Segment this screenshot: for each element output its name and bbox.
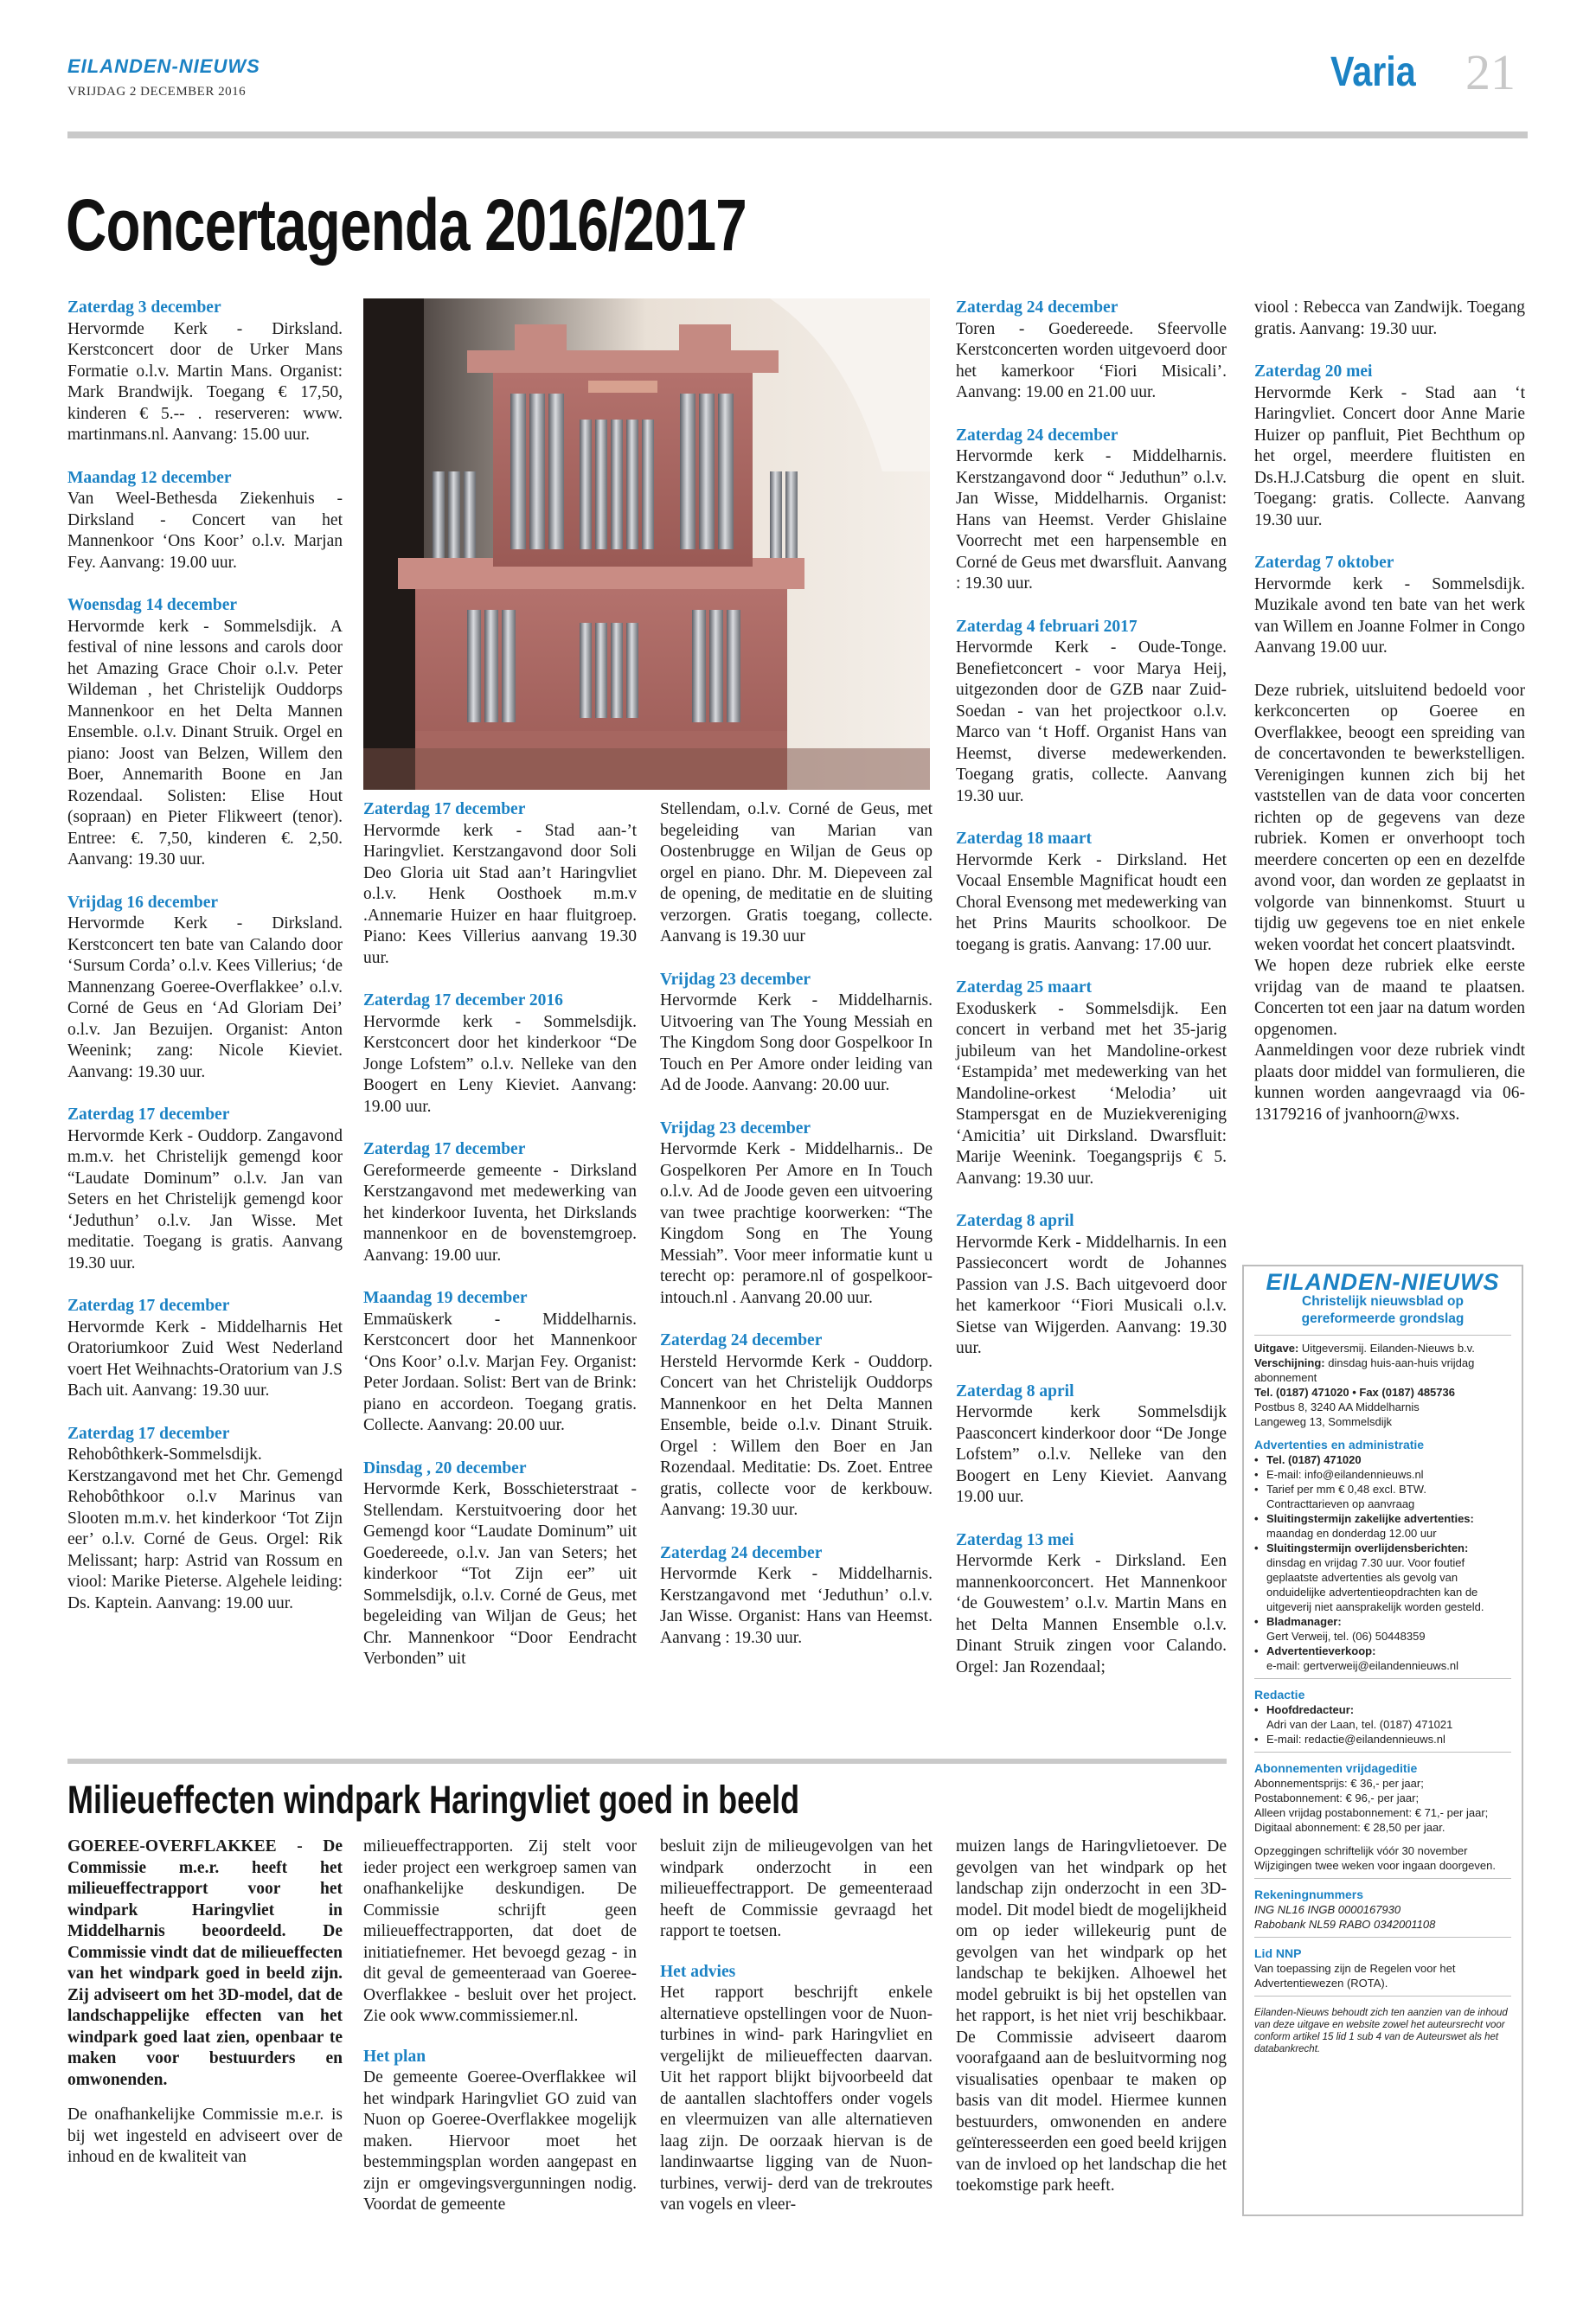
- agenda-entry-text: Exoduskerk - Sommelsdijk. Een concert in verband met het 35-jarig jubileum van het Mandoline-orkest ‘Estampida’ met medewerking van het Mandoline-orkest ‘Melodia’ uit Stampersgat en de Muziekvereniging ‘Amicitia’ uit Dirksland. Dwarsfluit: Marije Weenink. Toegangsprijs € 5. Aanvang: 19.30 uur.: [956, 999, 1227, 1188]
- agenda-entry: [956, 829, 1227, 956]
- tel-fax-line: Tel. (0187) 471020 • Fax (0187) 485736: [1254, 1386, 1455, 1399]
- agenda-entry: [363, 1288, 637, 1437]
- adv-email: • E-mail: info@eilandennieuws.nl: [1254, 1467, 1511, 1482]
- colophon-divider: [1254, 1678, 1511, 1679]
- agenda-entry: [956, 977, 1227, 1189]
- rekening-rabobank: Rabobank NL59 RABO 0342001108: [1254, 1918, 1436, 1931]
- abo-line-3: Alleen vrijdag postabonnement: € 71,- per jaar;: [1254, 1806, 1489, 1819]
- agenda-entry-date: Dinsdag , 20 december: [363, 1458, 527, 1477]
- bladmanager-label: • Bladmanager:: [1254, 1614, 1511, 1629]
- hoofdredacteur-value: Adri van der Laan, tel. (0187) 471021: [1266, 1718, 1453, 1731]
- agenda-entry: [660, 970, 933, 1097]
- agenda-entry: [67, 468, 343, 574]
- agenda-entry: [363, 990, 637, 1118]
- agenda-entry: [363, 799, 637, 969]
- rubriek-note-2: We hopen deze rubriek elke eerste vrijdag van de maand te plaatsen. Concerten tot een jaar na datum worden opgenomen.: [1254, 957, 1525, 1039]
- article-column-2: [363, 1836, 637, 2216]
- agenda-entry-text: Hervormde Kerk - Middelharnis. Uitvoering van The Young Messiah en The Kingdom Song door Gospelkoor In Touch en Per Amore onder leiding van Ad de Joode. Aanvang: 20.00 uur.: [660, 991, 933, 1094]
- sluitingstermijn-zakelijk: • Sluitingstermijn zakelijke advertenties:: [1254, 1511, 1511, 1526]
- agenda-entry-text: Van Weel-Bethesda Ziekenhuis - Dirksland - Concert van het Mannenkoor ‘Ons Koor’ o.l.v. Marjan Fey. Aanvang: 19.00 uur.: [67, 490, 343, 572]
- verschijning-label: Verschijning:: [1254, 1356, 1325, 1369]
- abo-line-1: Abonnementsprijs: € 36,- per jaar;: [1254, 1777, 1424, 1790]
- abo-line-4: Digitaal abonnement: € 28,50 per jaar.: [1254, 1821, 1445, 1834]
- agenda-entry-date: Vrijdag 16 december: [67, 893, 219, 912]
- article-paragraph-3: De gemeente Goeree-Overflakkee wil het windpark Haringvliet GO zuid van Nuon op Goeree-Overflakkee mogelijk maken. Hiervoor moet het bestemmingsplan worden aangepast en zijn er omgevingsvergunningen nodig. Voordat de gemeente: [363, 2068, 637, 2214]
- agenda-entry-date: Zaterdag 24 december: [956, 426, 1118, 445]
- page-title: Concertagenda 2016/2017: [66, 184, 747, 266]
- lid-nnp-heading: Lid NNP: [1254, 1946, 1302, 1960]
- agenda-entry-text: Hervormde kerk - Sommelsdijk. A festival of nine lessons and carols door het Amazing Grace Choir o.l.v. Peter Wildeman , het Christelijk Ouddorps Mannenkoor en het Delta Mannen Ensemble. o.l.v. Dinant Struik. Orgel en piano: Joost van Belzen, Willem den Boer, Annemarith Boone en Jan Rozendaal. Solisten: Elise Hout (sopraan) en Pieter Flikweert (tenor). Entree: €. 7,50, kinderen €. 2,50. Aanvang: 19.30 uur.: [67, 617, 343, 868]
- agenda-entry-text: Hervormde Kerk - Dirksland. Het Vocaal Ensemble Magnificat houdt een Choral Evensong met medewerking van het Prins Maurits schoolkoor. De toegang is gratis. Aanvang: 17.00 uur.: [956, 850, 1227, 954]
- rekening-ing: ING NL16 INGB 0000167930: [1254, 1903, 1401, 1916]
- agenda-entry-date: Maandag 12 december: [67, 468, 232, 487]
- agenda-entry: [67, 893, 343, 1084]
- rubriek-note: Deze rubriek, uitsluitend bedoeld voor kerkconcerten op Goeree en Overflakkee, beoogt een spreiding van de concertavonden te bewerkstelligen. Verenigingen kunnen zich bij het vaststellen van de data voor concerten richten op de gegevens van deze rubriek. Komen er onverhoopt toch meerdere concerten op een en dezelfde avond voor, dan worden ze geplaatst in volgorde van binnenkomst. Stuurt u tijdig uw gegevens toe en niet enkele weken voordat het concert plaatsvindt.: [1254, 681, 1525, 954]
- masthead-logo: EILANDEN-NIEUWS: [67, 55, 260, 77]
- agenda-entry: [660, 1543, 933, 1650]
- agenda-entry-text: Hervormde kerk - Middelharnis. Kerstzangavond door “ Jeduthun” o.l.v. Jan Wisse, Middelharnis. Organist: Hans van Heemst. Verder Ghislaine Voorrecht met een harpensemble en Corné de Geus met dwarsfluit. Aanvang : 19.30 uur.: [956, 447, 1227, 593]
- abo-line-5: Opzeggingen schriftelijk vóór 30 november Wijzigingen twee weken voor ingaan doorgeven.: [1254, 1844, 1496, 1872]
- agenda-column-5-entries: [1254, 298, 1525, 659]
- agenda-entry-text: Emmaüskerk - Middelharnis. Kerstconcert door het Mannenkoor ‘Ons Koor’ o.l.v. Marjan Fey. Organist: Peter Jordaan. Solist: Bert van de Brink: piano en accordeon. Toegang gratis. Collecte. Aanvang: 20.00 uur.: [363, 1310, 637, 1434]
- rekeningnummers-heading: Rekeningnummers: [1254, 1888, 1364, 1901]
- agenda-entry-date: Zaterdag 17 december 2016: [363, 991, 563, 1009]
- sluitingstermijn-overlijden-value: dinsdag en vrijdag 7.30 uur. Voor foutief geplaatste advertenties als gevolg van onduidelijke advertentieopdrachten kan de uitgeverij niet aansprakelijk worden gesteld.: [1266, 1556, 1484, 1613]
- agenda-column-2: [363, 799, 637, 1692]
- agenda-entry-date: Zaterdag 4 februari 2017: [956, 617, 1138, 636]
- redactie-list: [1254, 1702, 1511, 1747]
- agenda-entry-text: Hervormde kerk - Sommelsdijk. Kerstconcert door het kinderkoor “De Jonge Lofstem” o.l.v. Nelleke van den Boogert en Leny Kieviet. Aanvang: 19.00 uur.: [363, 1012, 637, 1116]
- colophon-divider: [1254, 1335, 1511, 1336]
- agenda-entry-date: Zaterdag 25 maart: [956, 978, 1093, 997]
- agenda-column-5: [1254, 298, 1525, 1125]
- article-lead: GOEREE-OVERFLAKKEE - De Commissie m.e.r. heeft het milieueffectrapport voor het windpark Haringvliet in Middelharnis beoordeeld. De Commissie vindt dat de milieueffecten van het windpark goed in beeld zijn. Zij adviseert om het 3D-model, dat de landschappelijke effecten van het windpark goed laat zien, openbaar te maken voor bestuurders en omwonenden.: [67, 1837, 343, 2089]
- agenda-column-4: [956, 298, 1227, 1700]
- lid-nnp-text: Van toepassing zijn de Regelen voor het Advertentiewezen (ROTA).: [1254, 1962, 1456, 1990]
- agenda-entry: [67, 298, 343, 446]
- abo-line-2: Postabonnement: € 96,- per jaar;: [1254, 1791, 1420, 1804]
- agenda-entry-date: Zaterdag 8 april: [956, 1212, 1074, 1230]
- article-column-3: [660, 1836, 933, 2216]
- colophon-divider: [1254, 1996, 1511, 1997]
- agenda-entry-text: Hersteld Hervormde Kerk - Ouddorp. Concert van het Christelijk Ouddorps Mannenkoor en het Delta Mannen Ensemble, beide o.l.v. Dinant Struik. Orgel : Willem den Boer en Jan Rozendaal. Meditatie: Ds. Zoet. Entree gratis, collecte voor de kerkbouw. Aanvang: 19.30 uur.: [660, 1352, 933, 1519]
- agenda-entry-date: Zaterdag 3 december: [67, 298, 221, 317]
- agenda-entry-date: Zaterdag 20 mei: [1254, 362, 1373, 381]
- article-paragraph-4: besluit zijn de milieugevolgen van het windpark onderzocht in een milieueffectrapport. De gemeenteraad heeft de Commissie gevraagd het rapport te toetsen.: [660, 1837, 933, 1940]
- agenda-entry-date: Zaterdag 17 december: [67, 1297, 230, 1315]
- agenda-entry: [956, 426, 1227, 595]
- agenda-entry-text: Hervormde Kerk - Middelharnis Het Oratoriumkoor Zuid West Nederland voert Het Weihnachts-Oratorium van J.S Bach uit. Aanvang: 19.30 uur.: [67, 1317, 343, 1400]
- agenda-entry-date: Zaterdag 17 december: [363, 1140, 526, 1158]
- agenda-entry-text: Hervormde Kerk - Dirksland. Kerstconcert ten bate van Calando door ‘Sursum Corda’ o.l.v. Kees Villerius; ‘de Mannenzang Goeree-Overflakkee’ o.l.v. Corné de Geus en ‘Ad Gloriam Dei’ o.l.v. Jan Bezuijen. Organist: Anton Weenink; zang: Nicole Kieviet. Aanvang: 19.30 uur.: [67, 914, 343, 1081]
- colophon-divider: [1254, 1878, 1511, 1879]
- advertenties-list: [1254, 1452, 1511, 1673]
- colophon-divider: [1254, 1937, 1511, 1938]
- article-title: Milieueffecten windpark Haringvliet goed in beeld: [67, 1778, 800, 1822]
- article-column-4: [956, 1836, 1227, 2197]
- agenda-entry: [1254, 298, 1525, 340]
- postbus-line: Postbus 8, 3240 AA Middelharnis: [1254, 1400, 1420, 1413]
- agenda-entry-text: Gereformeerde gemeente - Dirksland Kerstzangavond met medewerking van het kinderkoor Iuventa, het Dirkslands mannenkoor en de bovenstemgroep. Aanvang: 19.00 uur.: [363, 1161, 637, 1265]
- article-paragraph-5: Het rapport beschrijft enkele alternatieve opstellingen voor de Nuon-turbines in wind- park Haringvliet en vergelijkt de milieueffecten daarvan. Uit het rapport blijkt bijvoorbeeld dat de aantallen slachtoffers onder vogels en vleermuizen van alle alternatieven laag zijn. De oorzaak hiervan is de landinwaartse ligging van de Nuon-turbines, verwij- derd van de trekroutes van vogels en vleer-: [660, 1984, 933, 2214]
- page-number: 21: [1465, 44, 1516, 100]
- uitgave-label: Uitgave:: [1254, 1342, 1299, 1355]
- article-subhead-plan: Het plan: [363, 2047, 426, 2066]
- agenda-entry-date: Zaterdag 7 oktober: [1254, 554, 1394, 572]
- agenda-entry: [660, 799, 933, 948]
- agenda-entry-text: Toren - Goedereede. Sfeervolle Kerstconcerten worden uitgevoerd door het kamerkoor ‘Fiori Misicali’. Aanvang: 19.00 en 21.00 uur.: [956, 319, 1227, 401]
- agenda-column-1: [67, 298, 343, 1636]
- agenda-entry: [956, 298, 1227, 404]
- verschijning-line: [1254, 1356, 1511, 1385]
- colophon-tagline: Christelijk nieuwsblad op gereformeerde grondslag: [1301, 1294, 1465, 1326]
- article-paragraph-6: muizen langs de Haringvlietoever. De gevolgen van het windpark op het landschap zijn onderzocht in een 3D-model. Dit model biedt de mogelijkheid om op ieder willekeurig punt de gevolgen van het windpark op het landschap te bekijken. Alhoewel het model gebruikt is bij het opstellen van het rapport, is het niet vrij beschikbaar. De Commissie adviseert daarom voorafgaand aan de besluitvorming nog visualisaties openbaar te maken op basis van dit model. Hiermee kunnen bestuurders, omwonenden en andere geïnteresseerden een goed beeld krijgen van de invloed op het landschap die het toekomstige park heeft.: [956, 1837, 1227, 2195]
- sluitingstermijn-overlijden: • Sluitingstermijn overlijdensberichten:: [1254, 1541, 1511, 1555]
- agenda-entry: [1254, 553, 1525, 659]
- agenda-entry-text: Hervormde Kerk - Dirksland. Kerstconcert door de Urker Mans Formatie o.l.v. Martin Mans. Organist: Mark Brandwijk. Toegang € 17,50, kinderen € 5.-- . reserveren: www. martinmans.nl. Aanvang: 15.00 uur.: [67, 319, 343, 444]
- agenda-entry-text: Hervormde Kerk - Middelharnis. Kerstzangavond met ‘Jeduthun’ o.l.v. Jan Wisse. Organist: Hans van Heemst. Aanvang : 19.30 uur.: [660, 1565, 933, 1647]
- advertentieverkoop-value: e-mail: gertverweij@eilandennieuws.nl: [1266, 1659, 1459, 1672]
- adv-tel: • Tel. (0187) 471020: [1254, 1452, 1511, 1467]
- copyright-notice: Eilanden-Nieuws behoudt zich ten aanzien van de inhoud van deze uitgave en website zowel het auteursrecht voor conform artikel 15 lid 1 sub 4 van de Auteurswet als het databankrecht.: [1254, 2008, 1508, 2054]
- agenda-entry: [363, 1139, 637, 1266]
- section-label: Varia: [1330, 49, 1416, 95]
- agenda-entry: [363, 1458, 637, 1670]
- verschijning-value: dinsdag huis-aan-huis vrijdag abonnement: [1254, 1356, 1475, 1384]
- agenda-entry-date: Zaterdag 8 april: [956, 1381, 1074, 1400]
- agenda-entry-date: Vrijdag 23 december: [660, 1118, 811, 1138]
- issue-date: VRIJDAG 2 DECEMBER 2016: [67, 85, 247, 99]
- sluitingstermijn-zakelijk-value: maandag en donderdag 12.00 uur: [1266, 1527, 1437, 1540]
- abonnementen-heading: Abonnementen vrijdageditie: [1254, 1761, 1418, 1775]
- agenda-entry: [67, 1105, 343, 1274]
- agenda-entry-date: Zaterdag 24 december: [956, 298, 1118, 317]
- agenda-entry-text: Hervormde kerk - Sommelsdijk. Muzikale avond ten bate van het werk van Willem en Joanne Folmer in Congo Aanvang 19.00 uur.: [1254, 574, 1525, 657]
- agenda-entry: [660, 1330, 933, 1522]
- organ-image: [363, 298, 930, 790]
- agenda-entry: [956, 1381, 1227, 1509]
- agenda-entry-text: Stellendam, o.l.v. Corné de Geus, met begeleiding van Marian van Oostenbrugge en Wiljan de Geus op orgel en piano. Dhr. M. Diepeveen zal de opening, de meditatie en de sluiting verzorgen. Gratis toegang, collecte. Aanvang is 19.30 uur: [660, 800, 933, 945]
- article-column-1: [67, 1836, 343, 2169]
- agenda-entry-text: viool : Rebecca van Zandwijk. Toegang gratis. Aanvang: 19.30 uur.: [1254, 298, 1525, 338]
- agenda-entry-text: Hervormde Kerk - Oude-Tonge. Benefietconcert - voor Marya Heij, uitgezonden door de GZB naar Zuid-Soedan - van het projectkoor o.l.v. Marco van ‘t Hoff. Organist Hans van Heemst, diverse medewerkenden. Toegang gratis, collecte. Aanvang 19.30 uur.: [956, 638, 1227, 805]
- agenda-entry: [1254, 362, 1525, 531]
- article-rule: [67, 1759, 1227, 1764]
- agenda-entry: [956, 1211, 1227, 1360]
- agenda-entry-date: Zaterdag 18 maart: [956, 830, 1093, 848]
- colophon-divider: [1254, 1752, 1511, 1753]
- agenda-entry-date: Zaterdag 13 mei: [956, 1530, 1074, 1549]
- redactie-heading: Redactie: [1254, 1688, 1305, 1702]
- adres-line: Langeweg 13, Sommelsdijk: [1254, 1415, 1392, 1428]
- agenda-entry-date: Zaterdag 17 december: [67, 1424, 230, 1443]
- agenda-entry-text: Hervormde Kerk - Ouddorp. Zangavond m.m.v. het Christelijk gemengd koor “Laudate Dominum” o.l.v. Jan van Seters en het Christelijk gemengd koor ‘Jeduthun’ o.l.v. Jan Wisse. Met meditatie. Toegang is gratis. Aanvang 19.30 uur.: [67, 1126, 343, 1272]
- bladmanager-value: Gert Verweij, tel. (06) 50448359: [1266, 1630, 1426, 1643]
- agenda-entry-date: Zaterdag 24 december: [660, 1543, 823, 1562]
- hoofdredacteur-label: • Hoofdredacteur:: [1254, 1702, 1511, 1717]
- agenda-entry-date: Zaterdag 24 december: [660, 1331, 823, 1349]
- advertenties-heading: Advertenties en administratie: [1254, 1438, 1425, 1452]
- agenda-entry-text: Hervormde Kerk, Bosschieterstraat - Stellendam. Kerstuitvoering door het Gemengd koor “Laudate Dominum” uit Goedereede, o.l.v. Jan van Seters; het kinderkoor “Tot Zijn eer” uit Sommelsdijk, o.l.v. Corné de Geus, met begeleiding van Wiljan de Geus; het Chr. Mannenkoor “Door Eendracht Verbonden” uit: [363, 1480, 637, 1668]
- adv-tarief: • Tarief per mm € 0,48 excl. BTW. Contracttarieven op aanvraag: [1254, 1482, 1511, 1511]
- agenda-entry-text: Hervormde kerk - Stad aan-’t Haringvliet. Kerstzangavond door Soli Deo Gloria uit Stad aan’t Haringvliet o.l.v. Henk Oosthoek m.m.v .Annemarie Huizer en haar fluitgroep. Piano: Kees Villerius aanvang 19.30 uur.: [363, 821, 637, 967]
- colophon-logo: EILANDEN-NIEUWS: [1266, 1269, 1500, 1295]
- article-paragraph-2: milieueffectrapporten. Zij stelt voor ieder project een werkgroep samen van onafhankelijke deskundigen. De Commissie schrijft geen milieueffectrapporten, dat doet de initiatiefnemer. Het bevoegd gezag - in dit geval de gemeenteraad van Goeree-Overflakkee - besluit over het project. Zie ook www.commissiemer.nl.: [363, 1837, 637, 2025]
- agenda-entry-date: Zaterdag 17 december: [363, 800, 526, 818]
- agenda-entry-date: Woensdag 14 december: [67, 596, 238, 614]
- agenda-entry-text: Rehobôthkerk-Sommelsdijk. Kerstzangavond met het Chr. Gemengd Rehobôthkoor o.l.v Marinus van Slooten m.m.v. het kinderkoor ‘Tot Zijn eer’ o.l.v. Corné de Geus. Orgel: Rik Melissant; harp: Astrid van Rossum en viool: Marike Pieterse. Algehele leiding: Ds. Kaptein. Aanvang: 19.00 uur.: [67, 1445, 343, 1612]
- advertentieverkoop-label: • Advertentieverkoop:: [1254, 1644, 1511, 1658]
- agenda-entry: [67, 595, 343, 871]
- uitgave-value: Uitgeversmij. Eilanden-Nieuws b.v.: [1301, 1342, 1475, 1355]
- agenda-column-3: [660, 799, 933, 1670]
- article-paragraph-1: De onafhankelijke Commissie m.e.r. is bij wet ingesteld en adviseert over de inhoud en de kwaliteit van: [67, 2106, 343, 2166]
- article-subhead-advies: Het advies: [660, 1962, 736, 1981]
- agenda-entry: [660, 1118, 933, 1310]
- uitgave-line: [1254, 1341, 1511, 1356]
- agenda-entry-text: Hervormde kerk Sommelsdijk Paasconcert kinderkoor door “De Jonge Lofstem” o.l.v. Nelleke van den Boogert en Leny Kieviet. Aanvang 19.00 uur.: [956, 1403, 1227, 1506]
- organ-photo: [363, 298, 930, 790]
- agenda-entry: [956, 1530, 1227, 1679]
- agenda-entry: [67, 1424, 343, 1615]
- agenda-entry: [67, 1296, 343, 1402]
- colophon-box: [1242, 1265, 1523, 2216]
- agenda-entry-date: Zaterdag 17 december: [67, 1106, 230, 1124]
- agenda-entry-text: Hervormde Kerk - Middelharnis.. De Gospelkoren Per Amore en In Touch o.l.v. Ad de Joode geven een uitvoering van twee prachtige koorwerken: “The Kingdom Song en The Young Messiah”. Voor meer informatie kunt u terecht op: peramore.nl of gospelkoor-intouch.nl . Aanvang 20.00 uur.: [660, 1140, 933, 1307]
- agenda-entry-text: Hervormde Kerk - Middelharnis. In een Passieconcert wordt de Johannes Passion van J.S. Bach uitgevoerd door het kamerkoor ‘‘Fiori Musicali o.l.v. Sietse van Wijgerden. Aanvang: 19.30 uur.: [956, 1233, 1227, 1357]
- redactie-email: • E-mail: redactie@eilandennieuws.nl: [1254, 1732, 1511, 1747]
- agenda-entry-text: Hervormde Kerk - Dirksland. Een mannenkoorconcert. Het Mannenkoor ‘de Gouwestem’ o.l.v. Martin Mans en het Delta Mannen Ensemble o.l.v. Dinant Struik zingen voor Calando. Orgel: Jan Rozendaal;: [956, 1552, 1227, 1676]
- header-rule: [67, 131, 1528, 138]
- rubriek-note-3: Aanmeldingen voor deze rubriek vindt plaats door middel van formulieren, die kunnen worden aangevraagd via 06-13179216 of jvanhoorn@wxs.: [1254, 1042, 1525, 1124]
- agenda-entry-date: Vrijdag 23 december: [660, 970, 811, 989]
- agenda-entry-date: Maandag 19 december: [363, 1289, 528, 1307]
- agenda-entry-text: Hervormde Kerk - Stad aan ‘t Haringvliet. Concert door Anne Marie Huizer op panfluit, Piet Bechthum op het orgel, meerdere fluitisten en Ds.H.J.Catsburg die opent en sluit. Toegang: gratis. Collecte. Aanvang 19.30 uur.: [1254, 383, 1525, 529]
- agenda-entry: [956, 617, 1227, 808]
